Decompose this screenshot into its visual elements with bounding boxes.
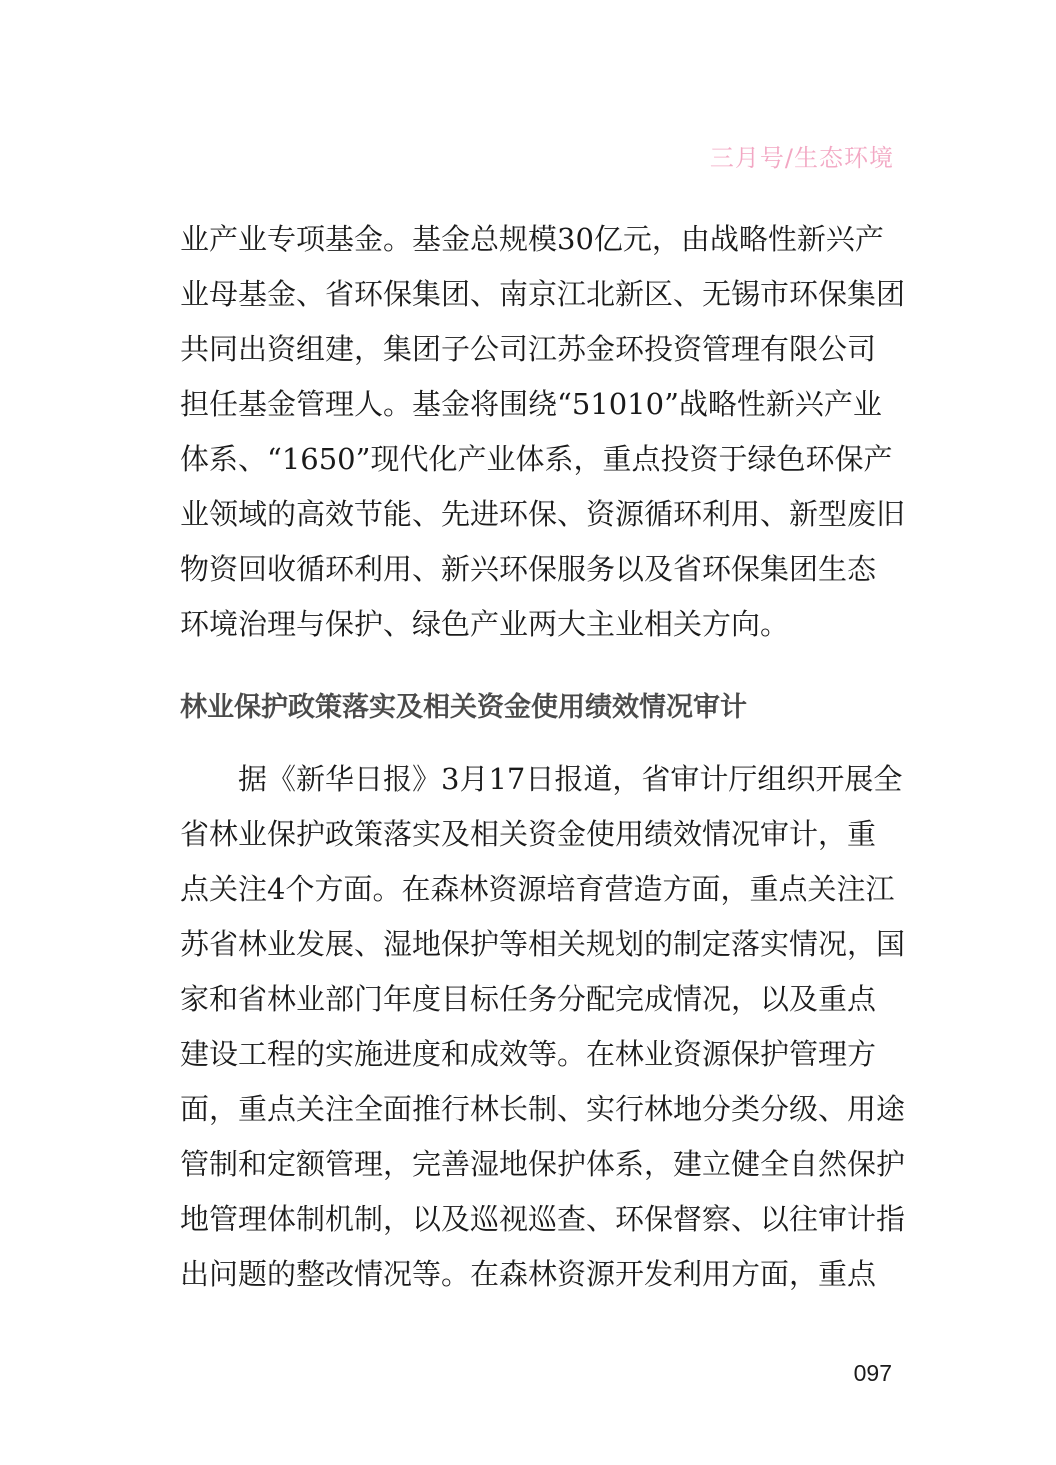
text-line: 共同出资组建，集团子公司江苏金环投资管理有限公司 [180, 332, 877, 366]
text-line: 物资回收循环利用、新兴环保服务以及省环保集团生态 [180, 552, 877, 586]
text-line: 地管理体制机制，以及巡视巡查、环保督察、以往审计指 [180, 1202, 906, 1236]
text-line: 担任基金管理人。基金将围绕“51010”战略性新兴产业 [180, 387, 882, 421]
running-header: 三月号/生态环境 [709, 144, 894, 172]
paragraph-1 [180, 212, 906, 652]
text-line: 业领域的高效节能、先进环保、资源循环利用、新型废旧 [180, 497, 906, 531]
text-line: 家和省林业部门年度目标任务分配完成情况，以及重点 [180, 982, 877, 1016]
text-line: 苏省林业发展、湿地保护等相关规划的制定落实情况，国 [180, 927, 906, 961]
page-number: 097 [853, 1360, 892, 1386]
text-line: 点关注4个方面。在森林资源培育营造方面，重点关注江 [180, 872, 895, 906]
text-line: 出问题的整改情况等。在森林资源开发利用方面，重点 [180, 1257, 877, 1291]
text-line: 管制和定额管理，完善湿地保护体系，建立健全自然保护 [180, 1147, 906, 1181]
text-line: 省林业保护政策落实及相关资金使用绩效情况审计，重 [180, 817, 877, 851]
text-line: 面，重点关注全面推行林长制、实行林地分类分级、用途 [180, 1092, 906, 1126]
text-line: 据《新华日报》3月17日报道，省审计厅组织开展全 [180, 762, 903, 796]
text-line: 业母基金、省环保集团、南京江北新区、无锡市环保集团 [180, 277, 906, 311]
section-heading: 林业保护政策落实及相关资金使用绩效情况审计 [180, 692, 747, 723]
text-line: 体系、“1650”现代化产业体系，重点投资于绿色环保产 [180, 442, 893, 476]
paragraph-2 [180, 752, 906, 1302]
text-line: 业产业专项基金。基金总规模30亿元，由战略性新兴产 [180, 222, 884, 256]
text-line: 环境治理与保护、绿色产业两大主业相关方向。 [180, 607, 790, 641]
text-line: 建设工程的实施进度和成效等。在林业资源保护管理方 [180, 1037, 877, 1071]
article-body [180, 212, 906, 1302]
